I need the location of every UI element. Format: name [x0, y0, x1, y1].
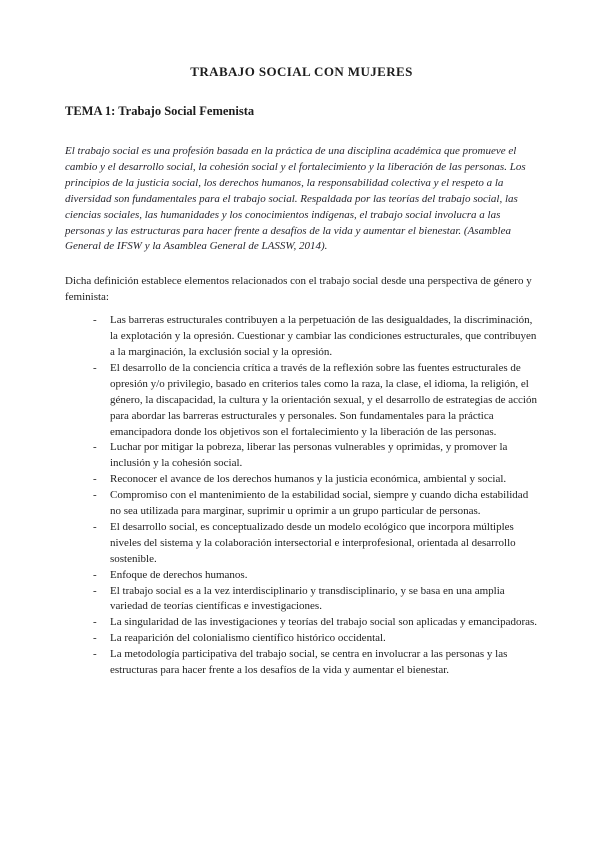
- bullet-item: [65, 615, 538, 631]
- bullet-item: [65, 488, 538, 520]
- bullet-dash-marker: -: [93, 520, 97, 533]
- bullet-dash-marker: -: [93, 441, 97, 454]
- bullet-dash-marker: -: [93, 568, 97, 581]
- bullet-item: [65, 313, 538, 361]
- bullet-dash-marker: -: [93, 473, 97, 486]
- bullet-item: [65, 472, 538, 488]
- bullet-item: [65, 520, 538, 568]
- bullet-item: [65, 361, 538, 441]
- bullet-dash-marker: -: [93, 314, 97, 327]
- bullet-dash-marker: -: [93, 648, 97, 661]
- bullet-item-text: El trabajo social es a la vez interdisciplinario y transdisciplinario, y se basa en una amplia variedad de teorías científicas e investigaciones.: [110, 584, 505, 613]
- bullet-item-text: Enfoque de derechos humanos.: [110, 568, 248, 581]
- bullet-item-text: El desarrollo de la conciencia crítica a través de la reflexión sobre las fuentes estructurales de opresión y/o privilegio, basado en criterios tales como la raza, la clase, el idioma, la religión, el género, la discapacidad, la cultura y la orientación sexual, y el desarrollo de estrategias de acción para abordar las barreras estructurales y personales. Son fundamentales para la práctica emancipadora donde los objetivos son el fortalecimiento y la liberación de las personas.: [110, 361, 537, 438]
- bullet-dash-marker: -: [93, 489, 97, 502]
- bullet-dash-marker: -: [93, 616, 97, 629]
- bullet-item: [65, 584, 538, 616]
- section-heading: TEMA 1: Trabajo Social Femenista: [65, 104, 255, 118]
- definition-quote-paragraph: El trabajo social es una profesión basada en la práctica de una disciplina académica que promueve el cambio y el desarrollo social, la cohesión social y el fortalecimiento y la liberación de las personas. Los principios de la justicia social, los derechos humanos, la responsabilidad colectiva y el respeto a la diversidad son fundamentales para el trabajo social. Respaldada por las teorías del trabajo social, las ciencias sociales, las humanidades y los conocimientos indígenas, el trabajo social involucra a las personas y las estructuras para hacer frente a desafíos de la vida y aumentar el bienestar. (Asamblea General de IFSW y la Asamblea General de LASSW, 2014).: [65, 145, 526, 253]
- bullet-dash-marker: -: [93, 584, 97, 597]
- bullet-item-text: La metodología participativa del trabajo social, se centra en involucrar a las personas y las estructuras para hacer frente a los desafíos de la vida y aumentar el bienestar.: [110, 648, 508, 677]
- bullet-item: [65, 647, 538, 679]
- bullet-item-text: La reaparición del colonialismo científico histórico occidental.: [110, 632, 386, 645]
- bullet-item: [65, 440, 538, 472]
- intro-paragraph: Dicha definición establece elementos relacionados con el trabajo social desde una perspectiva de género y feminista:: [65, 275, 532, 304]
- bullet-item-text: Reconocer el avance de los derechos humanos y la justicia económica, ambiental y social.: [110, 473, 507, 486]
- bullet-item-text: Luchar por mitigar la pobreza, liberar las personas vulnerables y oprimidas, y promover la inclusión y la cohesión social.: [110, 441, 508, 470]
- bullet-dash-marker: -: [93, 632, 97, 645]
- bullet-item: [65, 631, 538, 647]
- bullet-list: [65, 313, 538, 679]
- document-title: TRABAJO SOCIAL CON MUJERES: [190, 64, 413, 79]
- bullet-item-text: El desarrollo social, es conceptualizado desde un modelo ecológico que incorpora múltiples niveles del sistema y la colaboración intersectorial e interprofesional, orientada al desarrollo sostenible.: [110, 520, 516, 565]
- bullet-item-text: Las barreras estructurales contribuyen a la perpetuación de las desigualdades, la discriminación, la explotación y la opresión. Cuestionar y cambiar las condiciones estructurales, que contribuyen a la marginación, la exclusión social y la opresión.: [110, 314, 537, 358]
- bullet-item-text: La singularidad de las investigaciones y teorías del trabajo social son aplicadas y emancipadoras.: [110, 616, 538, 629]
- bullet-dash-marker: -: [93, 361, 97, 374]
- bullet-item: [65, 568, 538, 584]
- bullet-item-text: Compromiso con el mantenimiento de la estabilidad social, siempre y cuando dicha estabilidad no sea utilizada para marginar, suprimir u oprimir a un grupo particular de personas.: [110, 489, 529, 518]
